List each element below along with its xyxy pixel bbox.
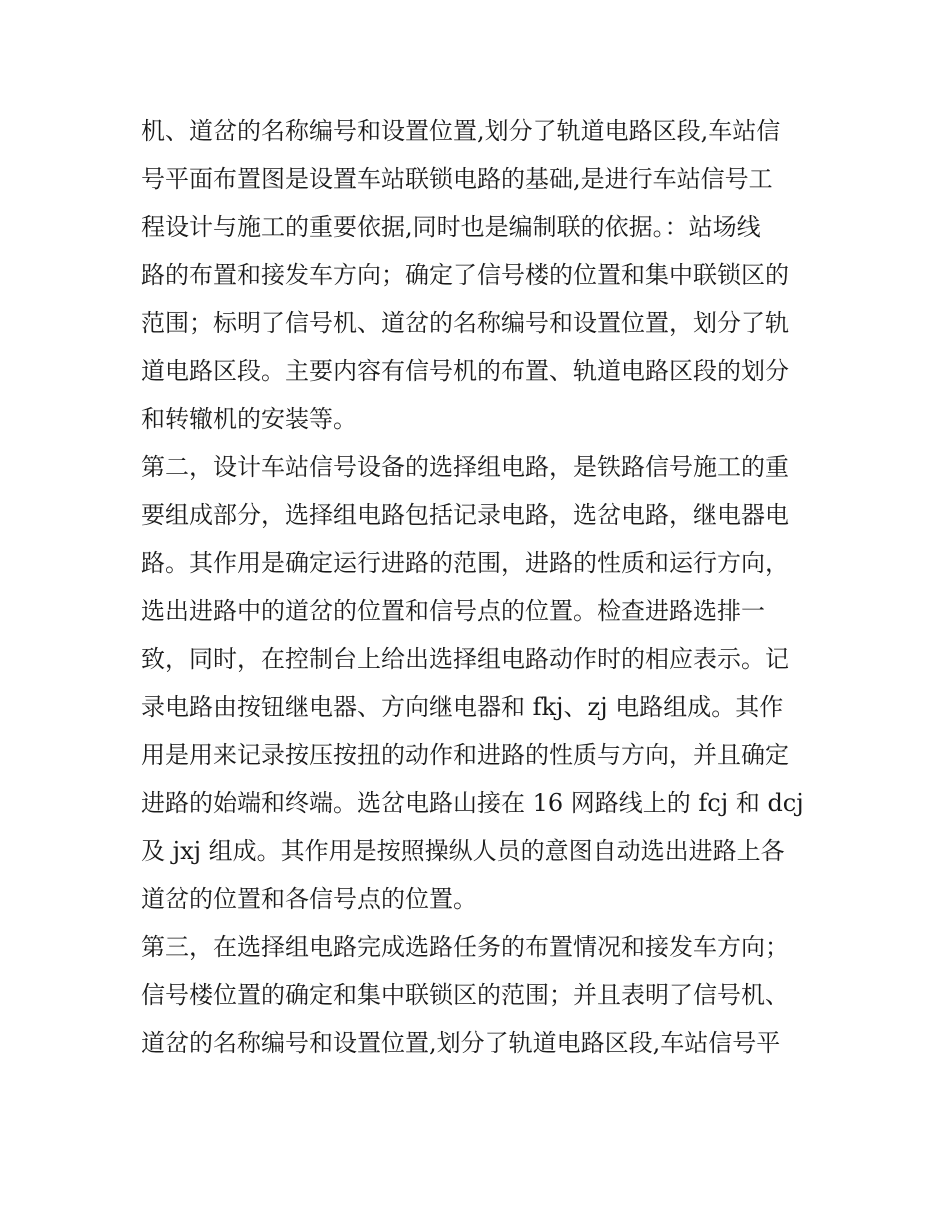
text-line: 和转辙机的安装等。 <box>141 405 357 433</box>
text-line: 进路的始端和终端。选岔电路山接在 16 网路线上的 fcj 和 dcj <box>141 789 804 817</box>
text-line: 机、道岔的名称编号和设置位置,划分了轨道电路区段,车站信 <box>141 117 781 145</box>
text-line: 第三，在选择组电路完成选路任务的布置情况和接发车方向； <box>141 933 789 961</box>
text-line: 录电路由按钮继电器、方向继电器和 fkj、zj 电路组成。其作 <box>141 693 784 721</box>
text-line: 选出进路中的道岔的位置和信号点的位置。检查进路选排一 <box>141 597 765 625</box>
text-line: 道电路区段。主要内容有信号机的布置、轨道电路区段的划分 <box>141 357 789 385</box>
text-line: 用是用来记录按压按扭的动作和进路的性质与方向，并且确定 <box>141 741 789 769</box>
text-line: 程设计与施工的重要依据,同时也是编制联的依据。：站场线 <box>141 213 761 241</box>
text-line: 致，同时，在控制台上给出选择组电路动作时的相应表示。记 <box>141 645 789 673</box>
text-line: 道岔的名称编号和设置位置,划分了轨道电路区段,车站信号平 <box>141 1029 781 1057</box>
text-line: 路。其作用是确定运行进路的范围，进路的性质和运行方向， <box>141 549 789 577</box>
text-line: 范围；标明了信号机、道岔的名称编号和设置位置，划分了轨 <box>141 309 789 337</box>
text-line: 路的布置和接发车方向；确定了信号楼的位置和集中联锁区的 <box>141 261 789 289</box>
text-line: 号平面布置图是设置车站联锁电路的基础,是进行车站信号工 <box>141 165 773 193</box>
text-line: 第二，设计车站信号设备的选择组电路，是铁路信号施工的重 <box>141 453 789 481</box>
text-line: 要组成部分，选择组电路包括记录电路，选岔电路，继电器电 <box>141 501 789 529</box>
text-line: 及 jxj 组成。其作用是按照操纵人员的意图自动选出进路上各 <box>141 837 785 865</box>
text-line: 信号楼位置的确定和集中联锁区的范围；并且表明了信号机、 <box>141 981 789 1009</box>
text-line: 道岔的位置和各信号点的位置。 <box>141 885 477 913</box>
body-text <box>141 107 813 1067</box>
